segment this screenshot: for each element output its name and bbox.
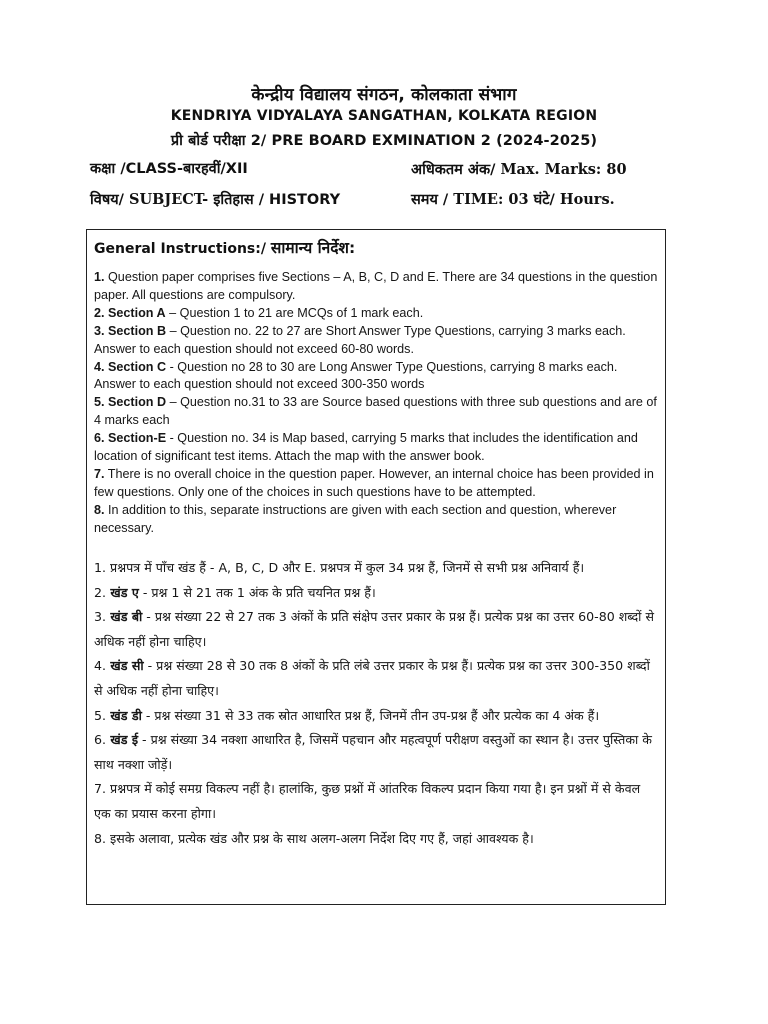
class-label: कक्षा /CLASS-बारहवीं/XII (90, 161, 248, 177)
subject-value: इतिहास / HISTORY (213, 192, 341, 208)
english-instruction-item (94, 359, 658, 395)
item-number: 3. (94, 323, 105, 338)
exam-title-hindi: प्री बोर्ड परीक्षा 2/ (170, 133, 267, 149)
max-marks (411, 162, 627, 179)
item-bold: Section C (104, 359, 167, 374)
instructions-heading-english: General Instructions:/ (94, 241, 266, 257)
school-org-hindi: केन्द्रीय विद्यालय संगठन, कोलकाता संभाग (251, 85, 517, 105)
subject-label-english: SUBJECT- (128, 191, 209, 208)
item-text: - प्रश्न संख्या 22 से 27 तक 3 अंकों के प्रति संक्षेप उत्तर प्रकार के प्रश्न हैं। प्रत्येक प्रश्न का उत्तर 60-80 शब्दों से अधिक नहीं होना चाहिए। (94, 609, 654, 649)
exam-title (0, 134, 768, 150)
time-value: 03 (508, 191, 529, 208)
time-label-hindi: समय / (411, 192, 449, 208)
item-text: - प्रश्न संख्या 34 नक्शा आधारित है, जिसमें पहचान और महत्वपूर्ण परीक्षण वस्तुओं का स्थान है। उत्तर पुस्तिका के साथ नक्शा जोड़ें। (94, 732, 652, 772)
item-text: Question paper comprises five Sections – A, B, C, D and E. There are 34 questions in the question paper. All questions are compulsory. (94, 270, 658, 302)
item-number: 4. (94, 658, 107, 674)
item-bold: Section B (104, 323, 167, 338)
item-text: - प्रश्न 1 से 21 तक 1 अंक के प्रति चयनित प्रश्न हैं। (138, 584, 376, 600)
hindi-instruction-item (94, 581, 658, 606)
item-number: 5. (94, 707, 107, 723)
time (411, 192, 615, 209)
time-label-english: TIME: (453, 191, 504, 208)
item-number: 6. (94, 732, 107, 748)
hindi-instruction-item (94, 605, 658, 654)
time-unit-english: Hours. (559, 191, 615, 208)
instructions-heading-hindi: सामान्य निर्देश: (270, 239, 356, 257)
item-text: इसके अलावा, प्रत्येक खंड और प्रश्न के साथ अलग-अलग निर्देश दिए गए हैं, जहां आवश्यक है। (106, 830, 534, 846)
general-instructions-box (86, 229, 666, 905)
item-number: 8. (94, 830, 107, 846)
item-text: – Question no.31 to 33 are Source based questions with three sub questions and are of 4 marks each (94, 395, 657, 428)
item-text: - प्रश्न संख्या 31 से 33 तक स्रोत आधारित प्रश्न हैं, जिनमें तीन उप-प्रश्न हैं और प्रत्येक का 4 अंक हैं। (141, 707, 600, 723)
item-number: 2. (94, 584, 107, 600)
item-bold: Section A (104, 305, 166, 320)
item-text: - Question no 28 to 30 are Long Answer Type Questions, carrying 8 marks each. Answer to each question should not exceed 300-350 words (94, 359, 618, 392)
item-bold: Section D (104, 395, 167, 410)
item-number: 7. (94, 781, 107, 797)
item-number: 8. (94, 502, 105, 517)
english-instruction-item (94, 430, 658, 466)
instructions-heading (94, 236, 355, 258)
item-bold: खंड बी (106, 609, 143, 625)
item-number: 4. (94, 359, 105, 374)
english-instruction-item (94, 502, 658, 538)
hindi-instruction-item (94, 704, 658, 729)
hindi-instruction-item (94, 556, 658, 581)
subject-label-hindi: विषय/ (90, 192, 124, 208)
hindi-instruction-item (94, 654, 658, 703)
max-marks-label-english: Max. Marks: (500, 161, 602, 178)
item-text: - प्रश्न संख्या 28 से 30 तक 8 अंकों के प्रति लंबे उत्तर प्रकार के प्रश्न हैं। प्रत्येक प्रश्न का उत्तर 300-350 शब्दों से अधिक नहीं होना चाहिए। (94, 658, 650, 698)
item-text: – Question 1 to 21 are MCQs of 1 mark each. (165, 305, 424, 320)
hindi-instruction-item (94, 827, 658, 852)
english-instruction-item (94, 466, 658, 502)
item-text: In addition to this, separate instructions are given with each section and question, wherever necessary. (94, 502, 617, 535)
item-number: 3. (94, 609, 107, 625)
item-number: 6. (94, 431, 105, 446)
max-marks-label-hindi: अधिकतम अंक/ (411, 162, 496, 178)
max-marks-value: 80 (606, 161, 627, 178)
item-number: 2. (94, 305, 105, 320)
hindi-instruction-item (94, 777, 658, 826)
item-bold: खंड डी (106, 707, 142, 723)
item-text: - Question no. 34 is Map based, carrying 5 marks that includes the identification and location of significant test items. Attach the map with the answer book. (94, 431, 638, 464)
english-instruction-item (94, 323, 658, 359)
school-org-english: KENDRIYA VIDYALAYA SANGATHAN, KOLKATA REGION (170, 108, 598, 124)
item-number: 1. (94, 560, 107, 575)
item-bold: खंड सी (106, 658, 144, 674)
item-bold: खंड ई (106, 732, 139, 748)
item-number: 7. (94, 466, 105, 481)
time-unit-hindi: घंटे/ (533, 192, 555, 208)
hindi-instructions-list (94, 556, 658, 851)
english-instruction-item (94, 305, 658, 323)
item-bold: खंड ए (106, 584, 139, 600)
item-number: 5. (94, 395, 105, 410)
item-text: There is no overall choice in the question paper. However, an internal choice has been provided in few questions. Only one of the choices in such questions have to be attempted. (94, 466, 654, 499)
item-bold: Section-E (104, 431, 167, 446)
english-instruction-item (94, 269, 658, 305)
item-text: – Question no. 22 to 27 are Short Answer Type Questions, carrying 3 marks each. Answer to each question should not exceed 60-80 words. (94, 323, 626, 356)
exam-title-english: PRE BOARD EXMINATION 2 (2024-2025) (271, 133, 598, 149)
item-text: प्रश्नपत्र में कोई समग्र विकल्प नहीं है। हालांकि, कुछ प्रश्नों में आंतरिक विकल्प प्रदान किया गया है। इन प्रश्नों में से केवल एक का प्रयास करना होगा। (94, 781, 641, 821)
item-text: प्रश्नपत्र में पाँच खंड हैं - A, B, C, D और E. प्रश्नपत्र में कुल 34 प्रश्न हैं, जिनमें से सभी प्रश्न अनिवार्य हैं। (106, 560, 585, 575)
english-instructions-list (94, 269, 658, 538)
item-number: 1. (94, 270, 105, 284)
hindi-instruction-item (94, 728, 658, 777)
english-instruction-item (94, 394, 658, 430)
subject (90, 192, 340, 209)
